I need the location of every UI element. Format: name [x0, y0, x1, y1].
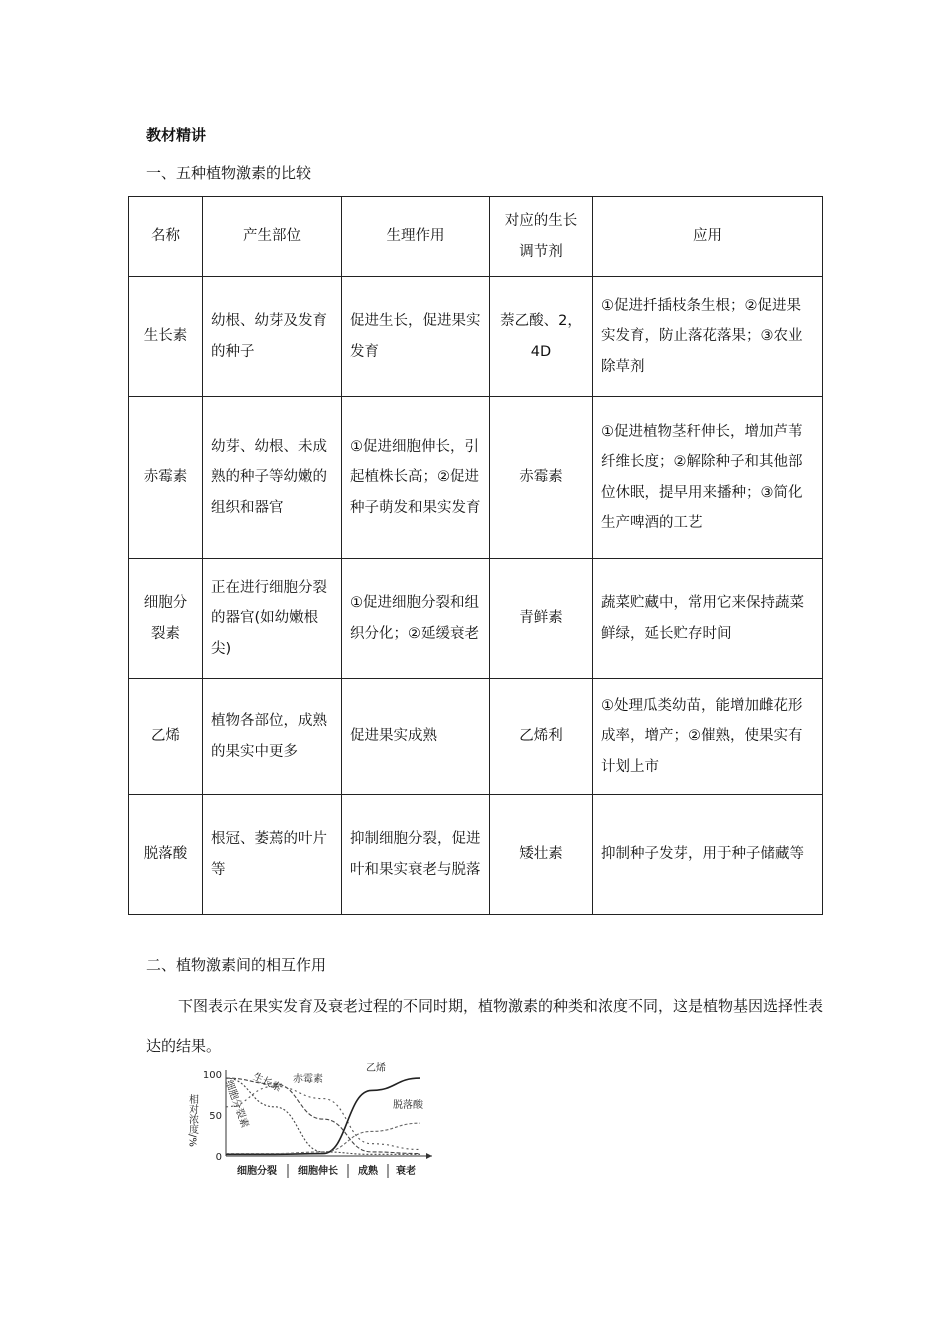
table-row: [129, 277, 823, 397]
section1-title: 一、五种植物激素的比较: [146, 164, 312, 182]
hormone-concentration-chart: [180, 1060, 440, 1182]
series-line: [226, 1123, 420, 1153]
series-line: [226, 1086, 420, 1149]
y-tick-label: 50: [209, 1111, 222, 1122]
cell-function: ①促进细胞分裂和组织分化；②延缓衰老: [342, 559, 490, 679]
cell-application: ①促进植物茎秆伸长，增加芦苇纤维长度；②解除种子和其他部位休眠，提早用来播种；③简化生产啤酒的工艺: [593, 397, 823, 559]
stage-label: 衰老: [396, 1166, 416, 1177]
cell-site: 正在进行细胞分裂的器官(如幼嫩根尖): [203, 559, 342, 679]
cell-regulator: 赤霉素: [490, 397, 593, 559]
cell-name: 赤霉素: [129, 397, 203, 559]
series-label: 脱落酸: [393, 1100, 423, 1111]
stage-label: 细胞分裂: [237, 1166, 277, 1177]
cell-site: 幼芽、幼根、未成熟的种子等幼嫩的组织和器官: [203, 397, 342, 559]
header-function: 生理作用: [342, 197, 490, 277]
stage-label: 成熟: [358, 1166, 378, 1177]
x-axis-arrow: [426, 1153, 432, 1159]
cell-application: 抑制种子发芽，用于种子储藏等: [593, 795, 823, 915]
y-tick-label: 100: [202, 1070, 222, 1081]
cell-site: 幼根、幼芽及发育的种子: [203, 277, 342, 397]
chart-series: [226, 1078, 420, 1154]
header-application: 应用: [593, 197, 823, 277]
cell-site: 根冠、萎蔫的叶片等: [203, 795, 342, 915]
header-name: 名称: [129, 197, 203, 277]
cell-function: 抑制细胞分裂，促进叶和果实衰老与脱落: [342, 795, 490, 915]
series-label: 生长素: [251, 1071, 283, 1095]
series-line: [226, 1078, 420, 1153]
cell-name: 脱落酸: [129, 795, 203, 915]
section-heading: 教材精讲: [146, 126, 207, 144]
series-line: [226, 1078, 420, 1154]
body-paragraph: 下图表示在果实发育及衰老过程的不同时期，植物激素的种类和浓度不同，这是植物基因选择性表达的结果。: [146, 997, 824, 1055]
cell-regulator: 萘乙酸、2，4D: [490, 277, 593, 397]
y-axis-label: 相对浓度/%: [186, 1094, 198, 1147]
series-line: [226, 1078, 420, 1154]
table-row: [129, 559, 823, 679]
cell-name: 生长素: [129, 277, 203, 397]
section2-title: 二、植物激素间的相互作用: [146, 956, 327, 974]
table-row: [129, 679, 823, 795]
cell-application: ①处理瓜类幼苗，能增加雌花形成率，增产；②催熟，使果实有计划上市: [593, 679, 823, 795]
cell-name: 细胞分裂素: [129, 559, 203, 679]
series-label: 细胞分裂素: [222, 1078, 251, 1130]
series-label: 乙烯: [366, 1063, 386, 1074]
y-tick-label: 0: [215, 1152, 222, 1163]
cell-regulator: 矮壮素: [490, 795, 593, 915]
chart-labels: [187, 1061, 424, 1177]
header-site: 产生部位: [203, 197, 342, 277]
cell-function: 促进果实成熟: [342, 679, 490, 795]
table-row: [129, 795, 823, 915]
chart-axes: [226, 1070, 432, 1178]
table-header-row: [129, 197, 823, 277]
header-regulator: 对应的生长调节剂: [490, 197, 593, 277]
cell-site: 植物各部位，成熟的果实中更多: [203, 679, 342, 795]
table-row: [129, 397, 823, 559]
series-label: 赤霉素: [293, 1074, 323, 1085]
hormone-comparison-table: [128, 196, 823, 915]
cell-regulator: 乙烯利: [490, 679, 593, 795]
cell-application: ①促进扦插枝条生根；②促进果实发育，防止落花落果；③农业除草剂: [593, 277, 823, 397]
cell-function: ①促进细胞伸长，引起植株长高；②促进种子萌发和果实发育: [342, 397, 490, 559]
cell-regulator: 青鲜素: [490, 559, 593, 679]
cell-name: 乙烯: [129, 679, 203, 795]
stage-label: 细胞伸长: [298, 1166, 338, 1177]
cell-application: 蔬菜贮藏中，常用它来保持蔬菜鲜绿，延长贮存时间: [593, 559, 823, 679]
cell-function: 促进生长，促进果实发育: [342, 277, 490, 397]
